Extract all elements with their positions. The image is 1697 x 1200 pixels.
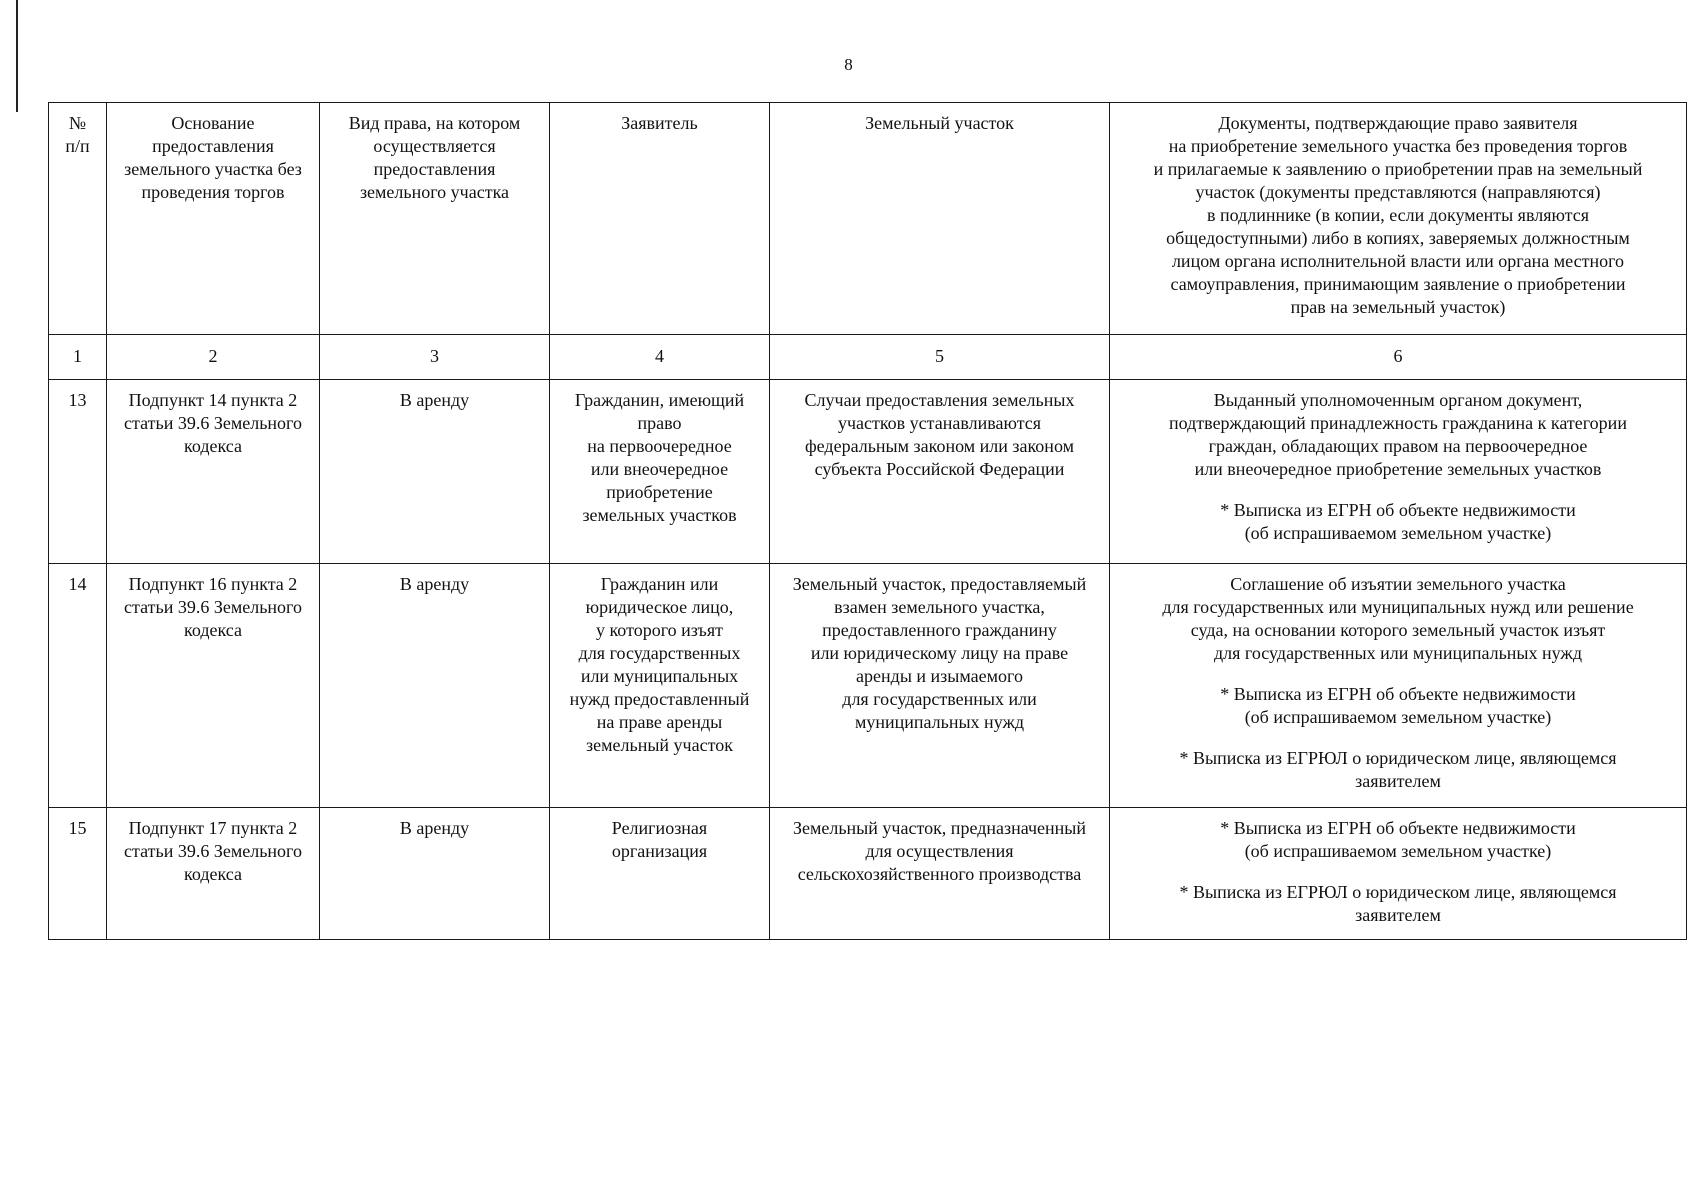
column-number: 4 — [550, 335, 770, 380]
document-item: * Выписка из ЕГРН об объекте недвижимости (об испрашиваемом земельном участке) — [1220, 684, 1576, 727]
table-row — [49, 380, 1687, 564]
row-basis: Подпункт 14 пункта 2 статьи 39.6 Земельного кодекса — [107, 380, 320, 564]
column-number-row — [49, 335, 1687, 380]
document-item: * Выписка из ЕГРН об объекте недвижимости (об испрашиваемом земельном участке) — [1220, 818, 1576, 861]
row-right-type: В аренду — [320, 380, 550, 564]
table-header-row — [49, 103, 1687, 335]
header-land-plot: Земельный участок — [770, 103, 1110, 335]
row-number: 15 — [49, 808, 107, 940]
row-land-plot: Земельный участок, предоставляемый взамен земельного участка, предоставленного гражданину или юридическому лицу на праве аренды и изымаемого для государственных или муниципальных нужд — [770, 564, 1110, 808]
row-right-type: В аренду — [320, 564, 550, 808]
document-item: * Выписка из ЕГРН об объекте недвижимости (об испрашиваемом земельном участке) — [1220, 500, 1576, 543]
row-documents — [1110, 808, 1687, 940]
header-number: № п/п — [49, 103, 107, 335]
column-number: 2 — [107, 335, 320, 380]
row-basis: Подпункт 17 пункта 2 статьи 39.6 Земельного кодекса — [107, 808, 320, 940]
document-item: Соглашение об изъятии земельного участка для государственных или муниципальных нужд или решение суда, на основании которого земельный участок изъят для государственных или муниципальных нужд — [1162, 574, 1634, 663]
row-number: 13 — [49, 380, 107, 564]
row-applicant: Гражданин или юридическое лицо, у которого изъят для государственных или муниципальных нужд предоставленный на праве аренды земельный участок — [550, 564, 770, 808]
row-documents — [1110, 564, 1687, 808]
document-item: * Выписка из ЕГРЮЛ о юридическом лице, являющемся заявителем — [1179, 748, 1617, 791]
column-number: 6 — [1110, 335, 1687, 380]
row-land-plot: Земельный участок, предназначенный для осуществления сельскохозяйственного производства — [770, 808, 1110, 940]
row-right-type: В аренду — [320, 808, 550, 940]
row-land-plot: Случаи предоставления земельных участков устанавливаются федеральным законом или законом субъекта Российской Федерации — [770, 380, 1110, 564]
row-documents — [1110, 380, 1687, 564]
header-documents: Документы, подтверждающие право заявителя на приобретение земельного участка без проведения торгов и прилагаемые к заявлению о приобретении прав на земельный участок (документы представляются (направляются) в подлиннике (в копии, если документы являются общедоступными) либо в копиях, заверяемых должностным лицом органа исполнительной власти или органа местного самоуправления, принимающим заявление о приобретении прав на земельный участок) — [1110, 103, 1687, 335]
row-number: 14 — [49, 564, 107, 808]
document-item: * Выписка из ЕГРЮЛ о юридическом лице, являющемся заявителем — [1179, 882, 1617, 925]
column-number: 1 — [49, 335, 107, 380]
header-applicant: Заявитель — [550, 103, 770, 335]
row-basis: Подпункт 16 пункта 2 статьи 39.6 Земельного кодекса — [107, 564, 320, 808]
row-applicant: Гражданин, имеющий право на первоочередное или внеочередное приобретение земельных участков — [550, 380, 770, 564]
land-grant-table — [48, 102, 1687, 940]
document-item: Выданный уполномоченным органом документ, подтверждающий принадлежность гражданина к категории граждан, обладающих правом на первоочередное или внеочередное приобретение земельных участков — [1169, 390, 1627, 479]
header-right-type: Вид права, на котором осуществляется предоставления земельного участка — [320, 103, 550, 335]
row-applicant: Религиозная организация — [550, 808, 770, 940]
table-row — [49, 564, 1687, 808]
table-row — [49, 808, 1687, 940]
column-number: 3 — [320, 335, 550, 380]
header-basis: Основание предоставления земельного участка без проведения торгов — [107, 103, 320, 335]
column-number: 5 — [770, 335, 1110, 380]
page-number: 8 — [844, 55, 853, 74]
